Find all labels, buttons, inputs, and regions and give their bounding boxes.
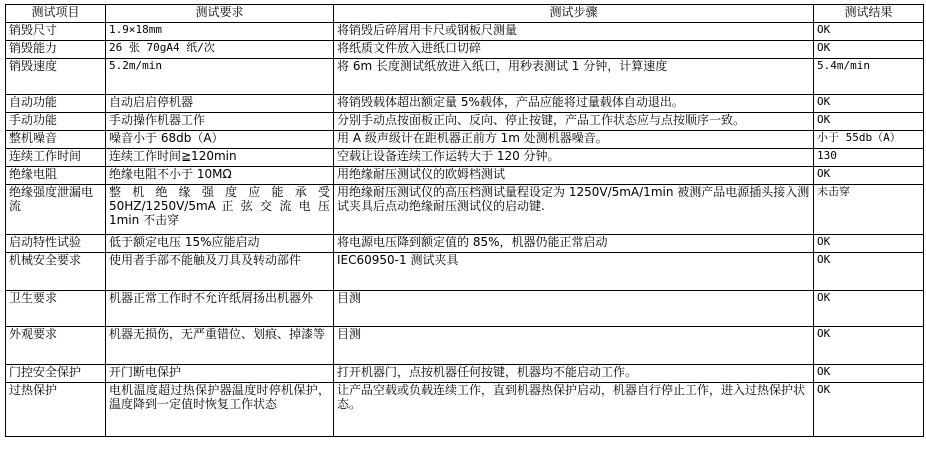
result-cell: 未击穿 [814, 185, 924, 235]
header-steps: 测试步骤 [334, 5, 814, 23]
result-cell: OK [814, 41, 924, 59]
table-row [6, 383, 924, 437]
item-cell: 过热保护 [6, 383, 106, 437]
result-cell: OK [814, 95, 924, 113]
steps-cell: 将 6m 长度测试纸放进入纸口，用秒表测试 1 分钟，计算速度 [334, 59, 814, 95]
steps-cell: 将销毁载体超出额定量 5%载体，产品应能将过量载体自动退出。 [334, 95, 814, 113]
table-row [6, 131, 924, 149]
requirement-cell: 手动操作机器工作 [106, 113, 334, 131]
item-cell: 销毁速度 [6, 59, 106, 95]
result-cell: 小于 55db（A） [814, 131, 924, 149]
steps-cell: 目测 [334, 327, 814, 365]
requirement-cell: 开门断电保护 [106, 365, 334, 383]
header-result: 测试结果 [814, 5, 924, 23]
requirement-cell: 低于额定电压 15%应能启动 [106, 235, 334, 253]
item-cell: 整机噪音 [6, 131, 106, 149]
test-results-table [5, 4, 924, 437]
requirement-cell: 26 张 70gA4 纸/次 [106, 41, 334, 59]
item-cell: 绝缘电阻 [6, 167, 106, 185]
table-row [6, 235, 924, 253]
item-cell: 卫生要求 [6, 291, 106, 327]
result-cell: OK [814, 23, 924, 41]
result-cell: 130 [814, 149, 924, 167]
requirement-cell: 噪音小于 68db（A） [106, 131, 334, 149]
steps-cell: 将销毁后碎屑用卡尺或钢板尺测量 [334, 23, 814, 41]
requirement-cell: 5.2m/min [106, 59, 334, 95]
table-row [6, 253, 924, 291]
requirement-cell: 机器无损伤，无严重错位、划痕、掉漆等 [106, 327, 334, 365]
table-row [6, 95, 924, 113]
item-cell: 启动特性试验 [6, 235, 106, 253]
steps-cell: 空载让设备连续工作运转大于 120 分钟。 [334, 149, 814, 167]
requirement-cell: 绝缘电阻不小于 10MΩ [106, 167, 334, 185]
steps-cell: IEC60950-1 测试夹具 [334, 253, 814, 291]
requirement-cell: 使用者手部不能触及刀具及转动部件 [106, 253, 334, 291]
item-cell: 手动功能 [6, 113, 106, 131]
item-cell: 自动功能 [6, 95, 106, 113]
table-row [6, 113, 924, 131]
item-cell: 机械安全要求 [6, 253, 106, 291]
steps-cell: 用 A 级声级计在距机器正前方 1m 处测机器噪音。 [334, 131, 814, 149]
table-row [6, 185, 924, 235]
requirement-cell: 机器正常工作时不允许纸屑扬出机器外 [106, 291, 334, 327]
requirement-cell: 自动启启停机器 [106, 95, 334, 113]
steps-cell: 将电源电压降到额定值的 85%，机器仍能正常启动 [334, 235, 814, 253]
header-requirement: 测试要求 [106, 5, 334, 23]
result-cell: OK [814, 235, 924, 253]
table-row [6, 149, 924, 167]
result-cell: OK [814, 327, 924, 365]
requirement-cell: 电机温度超过热保护器温度时停机保护，温度降到一定值时恢复工作状态 [106, 383, 334, 437]
requirement-cell: 1.9×18mm [106, 23, 334, 41]
steps-cell: 目测 [334, 291, 814, 327]
steps-cell: 用绝缘耐压测试仪的欧姆档测试 [334, 167, 814, 185]
steps-cell: 分别手动点按面板正向、反向、停止按键，产品工作状态应与点按顺序一致。 [334, 113, 814, 131]
result-cell: OK [814, 383, 924, 437]
steps-cell: 将纸质文件放入进纸口切碎 [334, 41, 814, 59]
table-row [6, 59, 924, 95]
result-cell: 5.4m/min [814, 59, 924, 95]
result-cell: OK [814, 167, 924, 185]
table-row [6, 365, 924, 383]
result-cell: OK [814, 291, 924, 327]
table-row [6, 23, 924, 41]
item-cell: 门控安全保护 [6, 365, 106, 383]
item-cell: 销毁尺寸 [6, 23, 106, 41]
item-cell: 连续工作时间 [6, 149, 106, 167]
table-row [6, 167, 924, 185]
requirement-cell: 整 机 绝 缘 强 度 应 能 承 受 50HZ/1250V/5mA 正 弦 交 流 电 压 1min 不击穿 [106, 185, 334, 235]
item-cell: 外观要求 [6, 327, 106, 365]
table-row [6, 41, 924, 59]
item-cell: 绝缘强度泄漏电流 [6, 185, 106, 235]
result-cell: OK [814, 253, 924, 291]
requirement-cell: 连续工作时间≧120min [106, 149, 334, 167]
steps-cell: 让产品空载或负载连续工作，直到机器热保护启动，机器自行停止工作，进入过热保护状态。 [334, 383, 814, 437]
table-row [6, 291, 924, 327]
steps-cell: 打开机器门，点按机器任何按键，机器均不能启动工作。 [334, 365, 814, 383]
header-item: 测试项目 [6, 5, 106, 23]
table-row [6, 327, 924, 365]
result-cell: OK [814, 113, 924, 131]
steps-cell: 用绝缘耐压测试仪的高压档测试量程设定为 1250V/5mA/1min 被测产品电源插头接入测试夹具后点动绝缘耐压测试仪的启动键. [334, 185, 814, 235]
result-cell: OK [814, 365, 924, 383]
table-body [6, 23, 924, 437]
item-cell: 销毁能力 [6, 41, 106, 59]
header-row [6, 5, 924, 23]
